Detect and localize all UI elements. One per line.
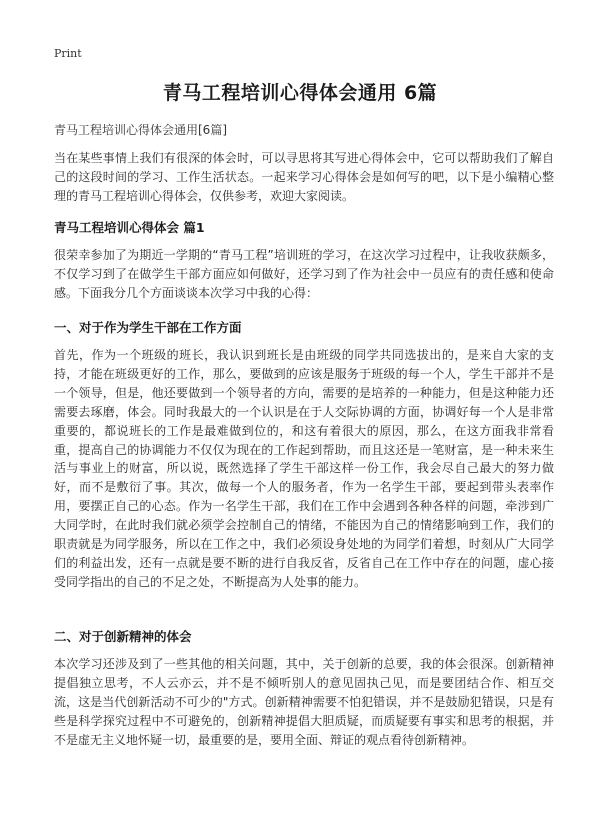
document-subtitle: 青马工程培训心得体会通用[6篇]	[54, 123, 227, 137]
section-heading-student-cadre: 一、对于作为学生干部在工作方面	[54, 320, 242, 335]
section-body-student-cadre: 首先，作为一个班级的班长，我认识到班长是由班级的同学共同选拔出的，是来自大家的支持，才能在班级更好的工作，那么，要做到的应该是服务于班级的每一个人，学生干部并不是一个领导，但是，他还要做到一个领导者的方向，需要的是培养的一种能力，但是这种能力还需要去琢磨，体会。同时我最大的一个认识是在于人交际协调的方面，协调好每一个人是非常重要的，都说班长的工作是最难做到位的，和这有着很大的原因，那么，在这方面我非常看重，提高自己的协调能力不仅仅为现在的工作起到帮助，而且这还是一笔财富，是一种未来生活与事业上的财富，所以说，既然选择了学生干部这样一份工作，我会尽自己最大的努力做好，而不是敷衍了事。其次，做每一个人的服务者，作为一名学生干部，要起到带头表率作用，要摆正自己的心态。作为一名学生干部，我们在工作中会遇到各种各样的问题，牵涉到广大同学时，在此时我们就必须学会控制自己的情绪，不能因为自己的情绪影响到工作，我们的职责就是为同学服务，所以在工作之中，我们必须设身处地的为同学们着想，时刻从广大同学们的利益出发，还有一点就是要不断的进行自我反省，反省自己在工作中存在的问题，虚心接受同学指出的自己的不足之处，不断提高为人处事的能力。	[54, 348, 554, 589]
essay-opening-paragraph: 很荣幸参加了为期近一学期的“青马工程”培训班的学习，在这次学习过程中，让我收获颇多，不仅学习到了在做学生干部方面应如何做好，还学习到了作为社会中一员应有的责任感和使命感。下面我分几个方面谈谈本次学习中我的心得：	[54, 248, 554, 300]
essay-heading: 青马工程培训心得体会 篇1	[54, 220, 205, 235]
section-heading-innovation: 二、对于创新精神的体会	[54, 629, 192, 644]
section-body-innovation: 本次学习还涉及到了一些其他的相关问题，其中，关于创新的总要，我的体会很深。创新精神提倡独立思考，不人云亦云，并不是不倾听别人的意见固执己见，而是要团结合作、相互交流，这是当代创新活动不可少的"方式。创新精神需要不怕犯错误，并不是鼓励犯错误，只是有些是科学探究过程中不可避免的，创新精神提倡大胆质疑，而质疑要有事实和思考的根据，并不是虚无主义地怀疑一切，最重要的是，要用全面、辩证的观点看待创新精神。	[54, 657, 554, 747]
intro-paragraph: 当在某些事情上我们有很深的体会时，可以寻思将其写进心得体会中，它可以帮助我们了解自己的这段时间的学习、工作生活状态。一起来学习心得体会是如何写的吧，以下是小编精心整理的青马工程培训心得体会，仅供参考，欢迎大家阅读。	[54, 151, 554, 203]
page-title: 青马工程培训心得体会通用 6篇	[162, 82, 438, 104]
print-link[interactable]: Print	[54, 47, 82, 60]
